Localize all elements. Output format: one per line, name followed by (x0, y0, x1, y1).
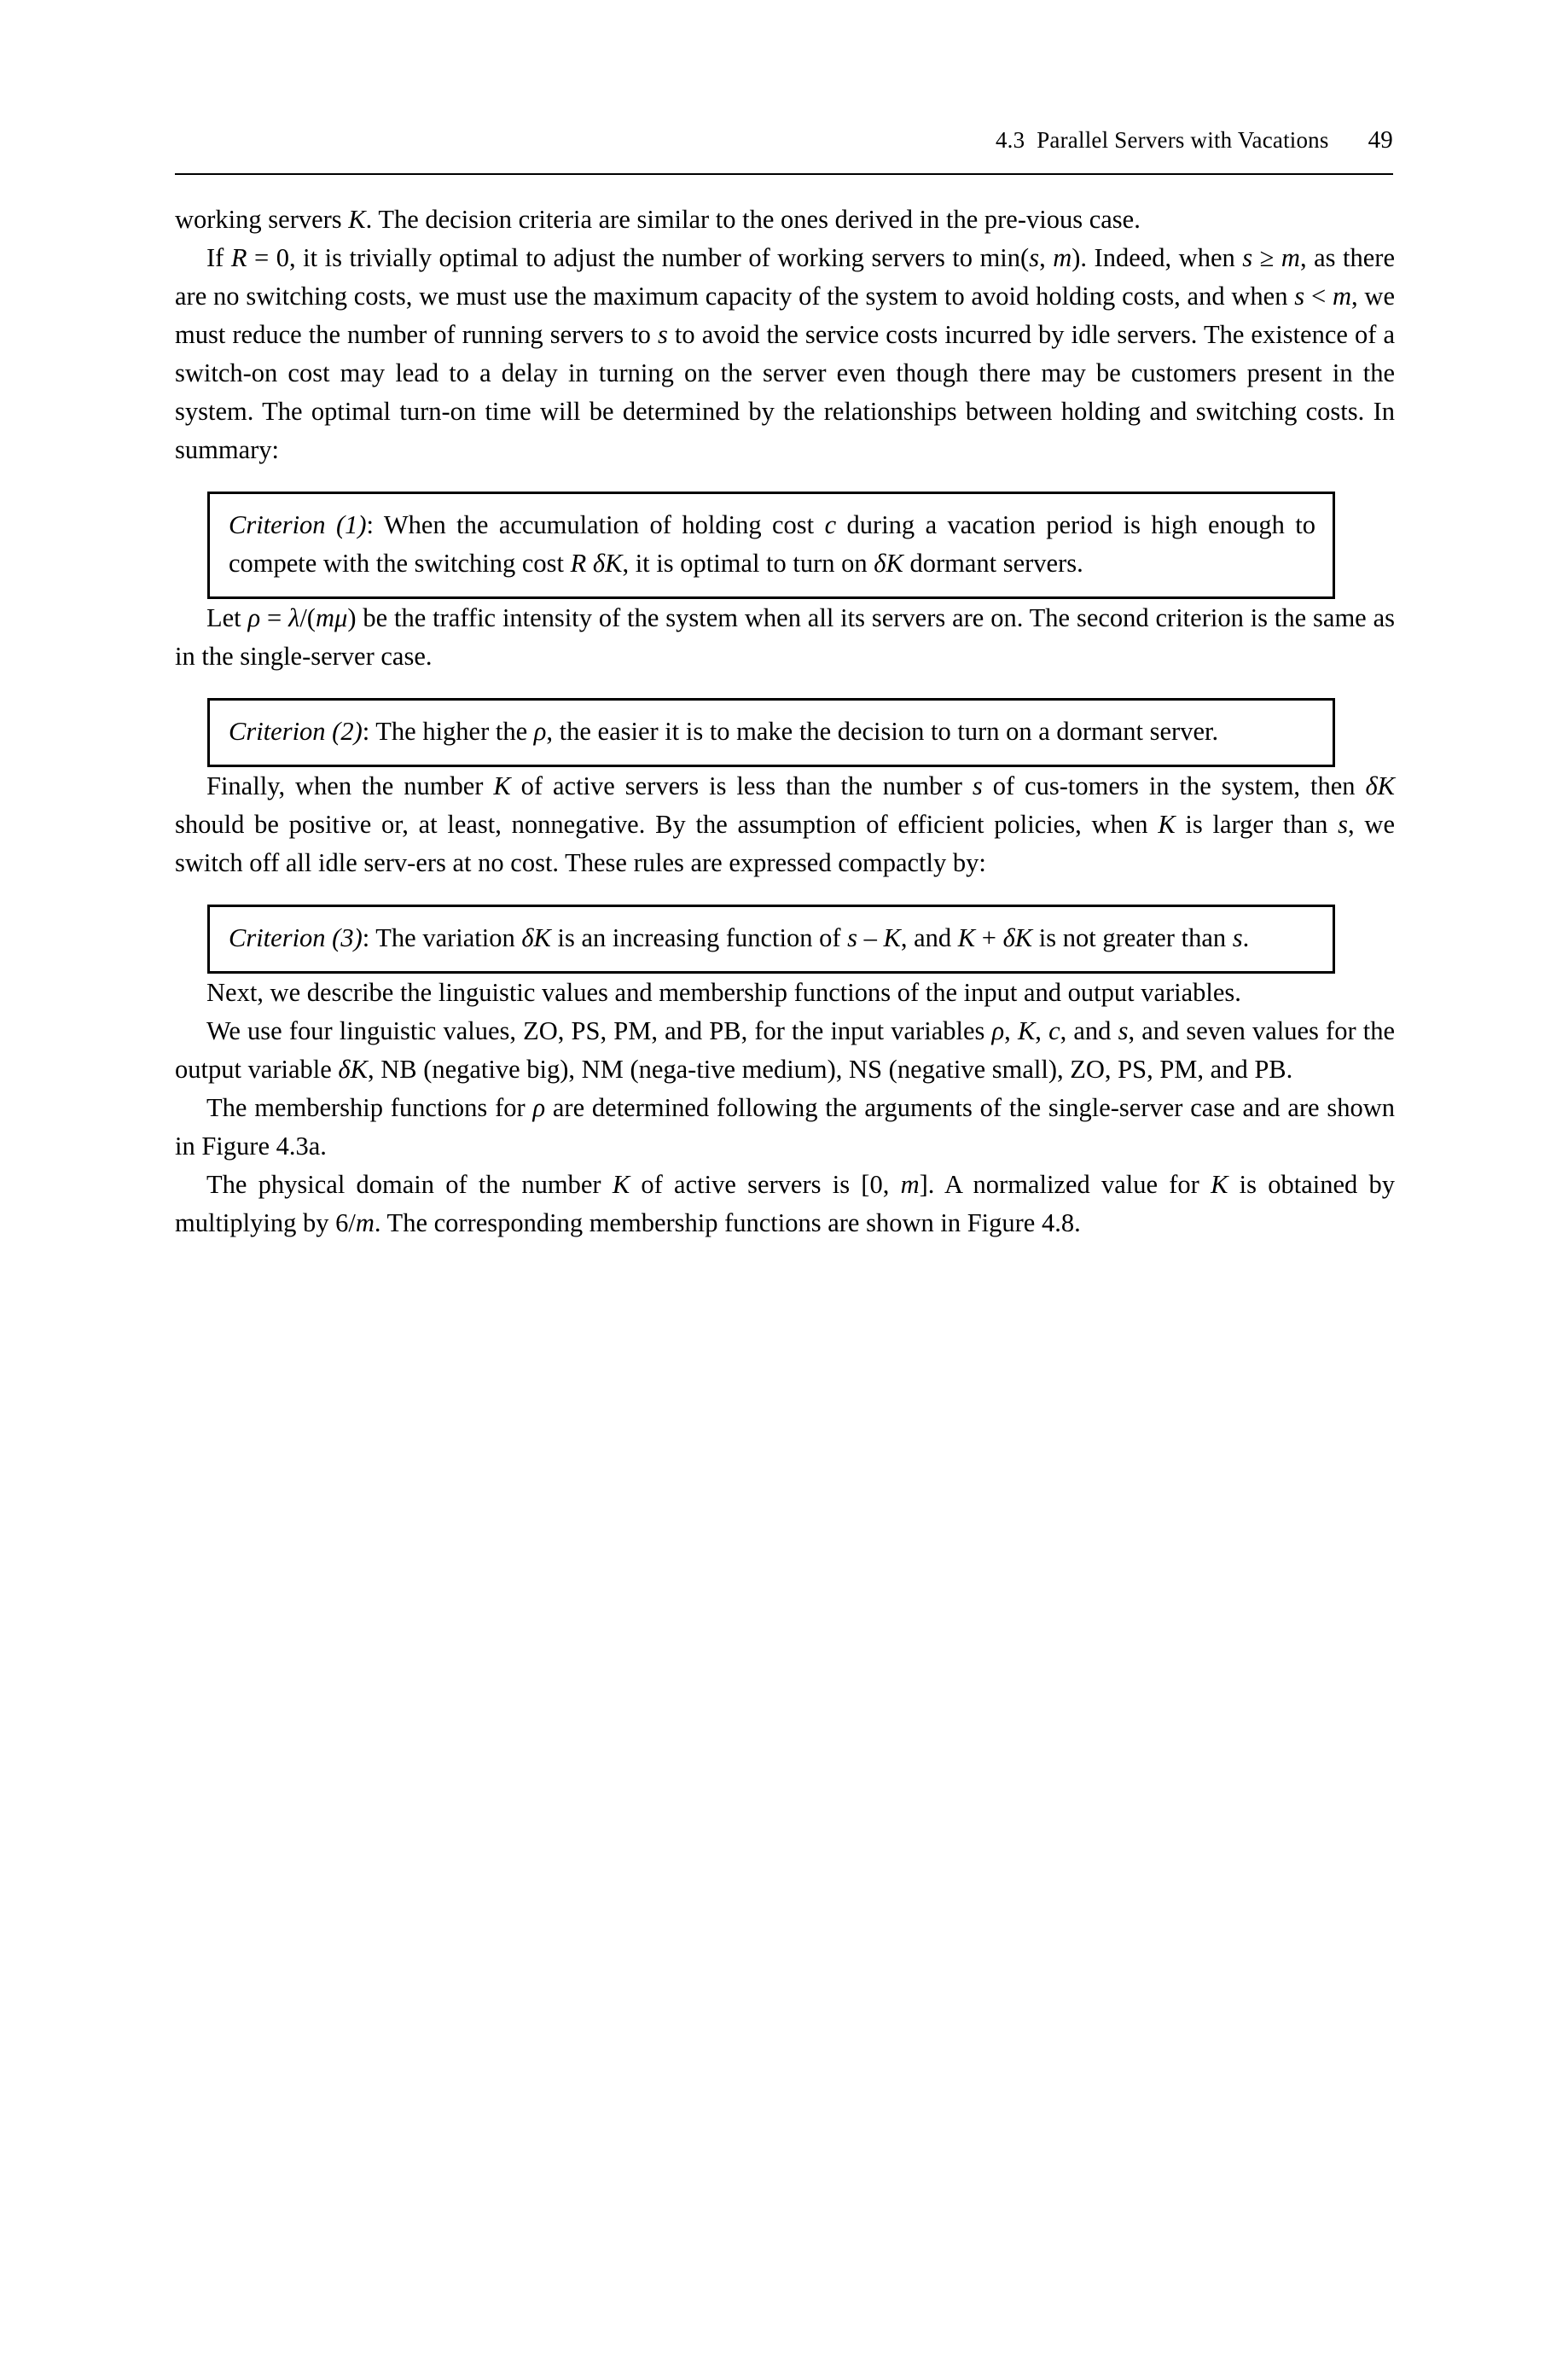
criterion-3-label: Criterion (3) (229, 923, 363, 952)
body-text (175, 201, 1395, 1242)
header-divider (175, 173, 1393, 175)
paragraph-5: Next, we describe the linguistic values and membership functions of the input and output variables. (206, 978, 1241, 1007)
criterion-1-label: Criterion (1) (229, 510, 367, 539)
paragraph-8: The physical domain of the number K of active servers is [0, m]. A normalized value for K is obtained by multiplying by 6/m. The corresponding membership functions are shown in Figure 4.8. (175, 1170, 1396, 1237)
page-number: 49 (1368, 126, 1393, 154)
criterion-2-label: Criterion (2) (229, 717, 363, 746)
page-header (175, 126, 1395, 154)
paragraph-3: Let ρ = λ/(mμ) be the traffic intensity of the system when all its servers are on. The second criterion is the same as in the single-server case. (175, 603, 1395, 671)
criterion-2-text: Criterion (2): The higher the ρ, the easier it is to make the decision to turn on a dormant server. (229, 717, 1219, 746)
paragraph-7: The membership functions for ρ are determined following the arguments of the single-server case and are shown in Figure 4.3a. (175, 1093, 1396, 1161)
criterion-3-text: Criterion (3): The variation δK is an increasing function of s – K, and K + δK is not greater than s. (229, 923, 1250, 952)
paragraph-2: If R = 0, it is trivially optimal to adjust the number of working servers to min(s, m). Indeed, when s ≥ m, as there are no switching costs, we must use the maximum capacity of the system to avoid holding costs, and when s < m, we must reduce the number of running servers to s to avoid the service costs incurred by idle servers. The existence of a switch-on cost may lead to a delay in turning on the server even though there may be customers present in the system. The optimal turn-on time will be determined by the relationships between holding and switching costs. In summary: (175, 243, 1395, 464)
criterion-box-1 (207, 492, 1335, 599)
paragraph-1: working servers K. The decision criteria are similar to the ones derived in the pre-vious case. (175, 205, 1141, 234)
paragraph-6: We use four linguistic values, ZO, PS, PM, and PB, for the input variables ρ, K, c, and s, and seven values for the output variable δK, NB (negative big), NM (nega-tive medium), NS (negative small), ZO, PS, PM, and PB. (175, 1016, 1396, 1084)
running-title: 4.3 Parallel Servers with Vacations (995, 127, 1329, 153)
paragraph-4: Finally, when the number K of active servers is less than the number s of cus-tomers in the system, then δK should be positive or, at least, nonnegative. By the assumption of efficient policies, when K is larger than s, we switch off all idle serv-ers at no cost. These rules are expressed compactly by: (175, 771, 1395, 877)
criterion-box-2 (207, 698, 1335, 767)
page-content (175, 126, 1395, 1242)
criterion-1-text: Criterion (1): When the accumulation of holding cost c during a vacation period is high enough to compete with the switching cost R δK, it is optimal to turn on δK dormant servers. (229, 510, 1315, 578)
criterion-box-3 (207, 905, 1335, 974)
